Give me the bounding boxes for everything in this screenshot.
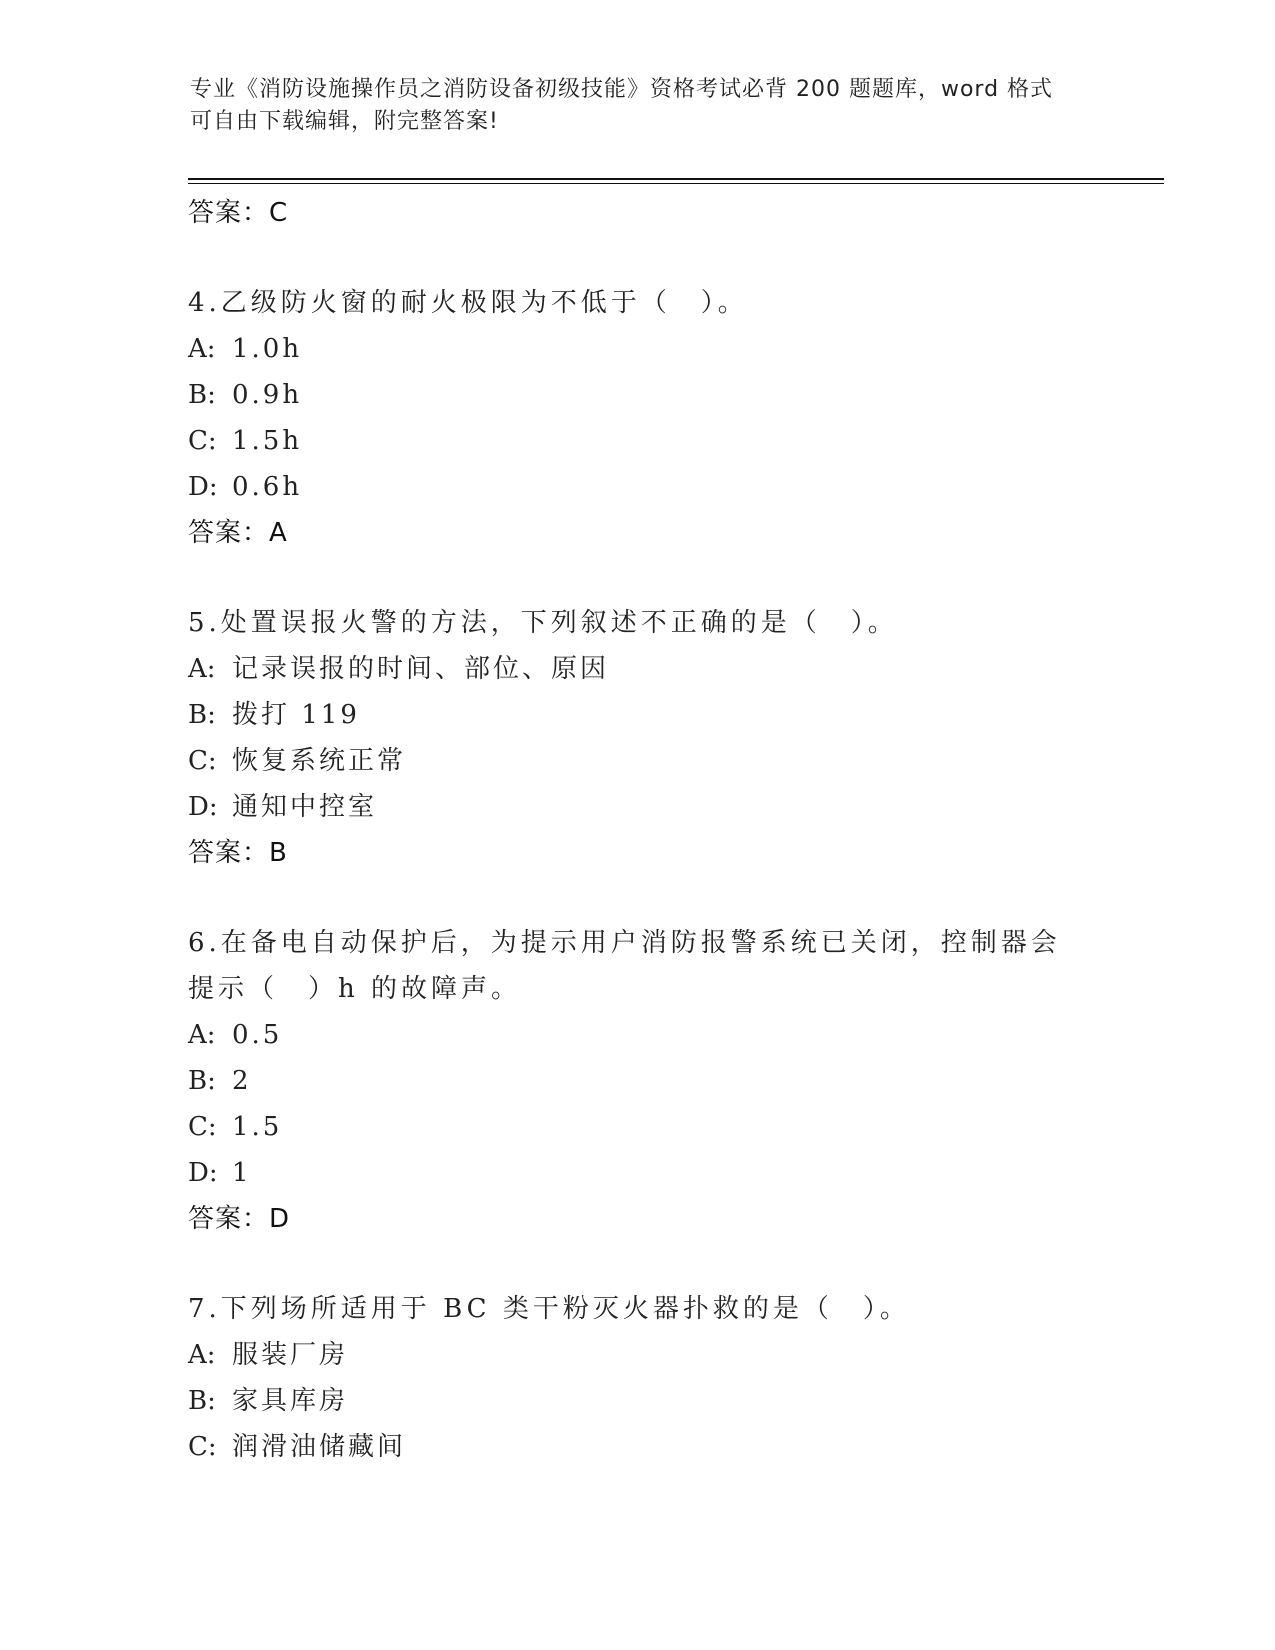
- option-b: B: 家具库房: [188, 1386, 349, 1416]
- option-c: C: 1.5h: [188, 426, 303, 456]
- question-stem: 6.在备电自动保护后，为提示用户消防报警系统已关闭，控制器会提示（ ）h 的故障声。: [188, 928, 1061, 1004]
- answer-line: 答案：A: [188, 518, 288, 548]
- option-b: B: 拨打 119: [188, 700, 360, 730]
- option-c: C: 润滑油储藏间: [188, 1432, 407, 1462]
- option-c: C: 1.5: [188, 1112, 283, 1142]
- answer-line: 答案：D: [188, 1204, 291, 1234]
- answer-value: B: [269, 838, 288, 868]
- question-stem: 4.乙级防火窗的耐火极限为不低于（ ）。: [188, 288, 748, 318]
- answer-line: 答案：C: [188, 198, 289, 228]
- option-d: D: 通知中控室: [188, 792, 378, 822]
- option-b: B: 2: [188, 1066, 252, 1096]
- question-list: [188, 190, 1088, 1470]
- option-d: D: 0.6h: [188, 472, 303, 502]
- option-b: B: 0.9h: [188, 380, 303, 410]
- question-stem: 5.处置误报火警的方法，下列叙述不正确的是（ ）。: [188, 608, 898, 638]
- answer-value: D: [269, 1204, 291, 1234]
- option-a: A: 1.0h: [188, 334, 303, 364]
- document-header: 专业《消防设施操作员之消防设备初级技能》资格考试必背 200 题题库，word 格式可自由下载编辑，附完整答案!: [190, 77, 1054, 134]
- answer-line: 答案：B: [188, 838, 288, 868]
- question-stem: 7.下列场所适用于 BC 类干粉灭火器扑救的是（ ）。: [188, 1294, 910, 1324]
- option-d: D: 1: [188, 1158, 252, 1188]
- header-divider: [188, 178, 1164, 180]
- option-a: A: 0.5: [188, 1020, 283, 1050]
- header-divider-thin: [188, 183, 1164, 184]
- option-a: A: 服装厂房: [188, 1340, 349, 1370]
- answer-value: C: [269, 198, 289, 228]
- option-c: C: 恢复系统正常: [188, 746, 407, 776]
- option-a: A: 记录误报的时间、部位、原因: [188, 654, 610, 684]
- answer-value: A: [269, 518, 288, 548]
